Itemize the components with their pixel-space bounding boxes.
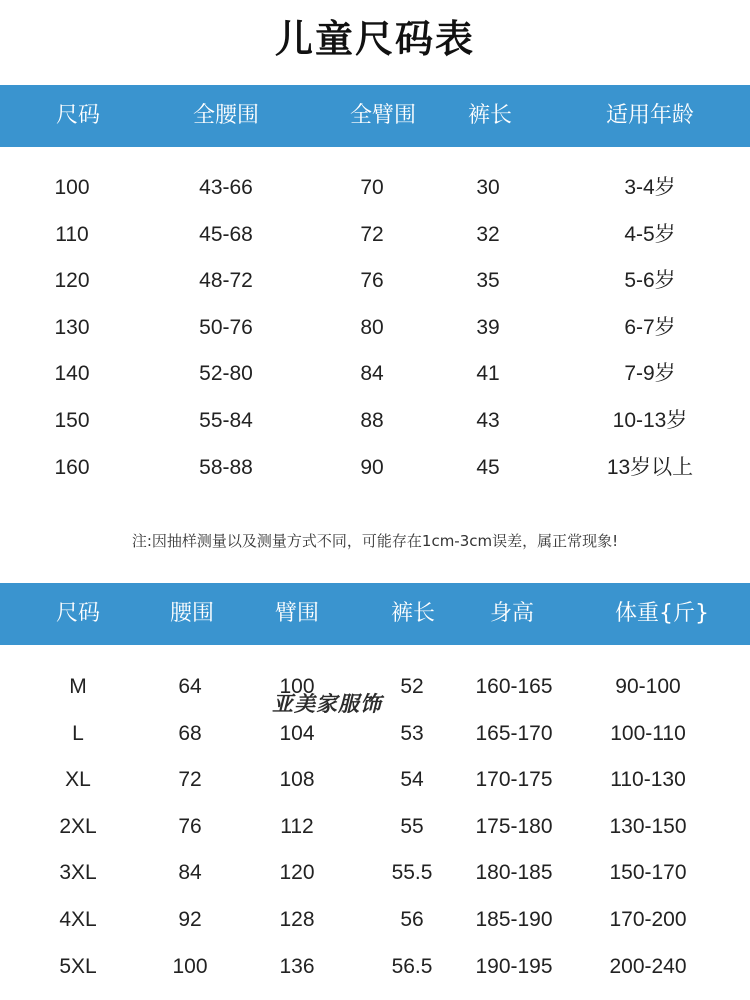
table2-cell-arm: 120: [279, 861, 315, 885]
table-row: [0, 850, 750, 897]
table-row: [0, 398, 750, 445]
table1-cell-size: 140: [54, 362, 90, 386]
table2-cell-waist: 68: [178, 721, 202, 745]
table1-cell-length: 45: [476, 455, 500, 479]
table1-cell-age: 6-7岁: [624, 315, 676, 339]
table1-body: [0, 165, 750, 491]
page-title: 儿童尺码表: [274, 17, 475, 61]
table2-cell-size: M: [69, 675, 87, 698]
table1-cell-size: 150: [54, 408, 90, 432]
table1-cell-age: 4-5岁: [624, 222, 676, 246]
table2-cell-size: 2XL: [59, 814, 97, 838]
table1-cell-age: 7-9岁: [624, 362, 676, 386]
table1-header-waist: 全腰围: [192, 103, 260, 128]
table1-cell-age: 5-6岁: [624, 269, 676, 293]
table2-cell-height: 175-180: [475, 814, 553, 838]
table2-cell-weight: 90-100: [615, 675, 681, 698]
table2-cell-length: 55: [400, 814, 424, 838]
table1-cell-arm: 90: [360, 455, 384, 479]
table2-header-arm: 臂围: [274, 601, 320, 626]
table1-cell-length: 30: [476, 176, 500, 199]
table2-cell-size: 4XL: [59, 907, 97, 931]
table-row: [0, 804, 750, 851]
table2-cell-height: 170-175: [475, 768, 553, 792]
table2-cell-length: 56.5: [391, 954, 433, 978]
table2-cell-size: XL: [65, 768, 91, 792]
table-row: [0, 351, 750, 398]
table1-cell-size: 110: [55, 222, 89, 246]
table-row: [0, 897, 750, 944]
table2-header: [0, 583, 750, 645]
table2-cell-size: L: [72, 721, 84, 745]
table2-cell-waist: 64: [178, 675, 202, 698]
table2-cell-weight: 170-200: [609, 907, 687, 931]
table-row: [0, 212, 750, 259]
table1-cell-waist: 45-68: [199, 222, 253, 246]
table1-cell-length: 39: [476, 315, 500, 339]
table1-header-size: 尺码: [55, 103, 101, 128]
table-row: [0, 944, 750, 991]
table1-header-arm: 全臂围: [349, 103, 417, 128]
table2-cell-arm: 112: [280, 814, 314, 838]
table2-cell-arm: 136: [279, 954, 315, 978]
table-row: [0, 305, 750, 352]
table2-cell-waist: 92: [178, 907, 202, 931]
table1-cell-arm: 72: [360, 222, 384, 246]
table1-cell-waist: 50-76: [199, 315, 253, 339]
table1-cell-age: 3-4岁: [624, 176, 676, 199]
table1-cell-arm: 80: [360, 315, 384, 339]
table2-header-size: 尺码: [55, 601, 101, 626]
table1-cell-arm: 84: [360, 362, 384, 386]
table2-cell-weight: 200-240: [609, 954, 687, 978]
table1-header-age: 适用年龄: [605, 103, 695, 128]
table1-cell-arm: 70: [360, 176, 384, 199]
table2-cell-height: 180-185: [475, 861, 553, 885]
table2-header-length: 裤长: [390, 601, 436, 626]
table-row: [0, 165, 750, 212]
table-row: [0, 757, 750, 804]
table1-cell-length: 32: [476, 222, 500, 246]
table-row: [0, 258, 750, 305]
table1-cell-length: 35: [476, 269, 500, 293]
table2-cell-arm: 104: [279, 721, 315, 745]
table2-cell-length: 52: [400, 675, 424, 698]
table2-cell-waist: 84: [178, 861, 202, 885]
table2-cell-weight: 100-110: [610, 721, 686, 745]
table2-header-height: 身高: [489, 601, 535, 626]
table1-cell-waist: 43-66: [199, 176, 253, 199]
table2-cell-waist: 100: [172, 954, 208, 978]
table1-cell-waist: 52-80: [199, 362, 253, 386]
table2-cell-arm: 108: [279, 768, 315, 792]
table1-cell-arm: 76: [360, 269, 384, 293]
table-row: [0, 445, 750, 492]
table2-cell-weight: 110-130: [610, 768, 686, 792]
table1-cell-age: 10-13岁: [612, 408, 688, 432]
table1-cell-length: 41: [476, 362, 500, 386]
table2-cell-length: 56: [400, 907, 424, 931]
table1-cell-waist: 55-84: [199, 408, 253, 432]
table2-cell-length: 54: [400, 768, 424, 792]
table2-cell-weight: 150-170: [609, 861, 687, 885]
table1-cell-size: 100: [54, 176, 90, 199]
table1-cell-waist: 48-72: [199, 269, 253, 293]
table2-cell-length: 53: [400, 721, 424, 745]
table1-cell-age: 13岁以上: [606, 455, 694, 479]
table2-cell-weight: 130-150: [609, 814, 687, 838]
table1-header: [0, 85, 750, 147]
table1-cell-arm: 88: [360, 408, 384, 432]
table2-cell-waist: 76: [178, 814, 202, 838]
table1-cell-size: 160: [54, 455, 90, 479]
table2-cell-height: 190-195: [475, 954, 553, 978]
table1-cell-size: 120: [54, 269, 90, 293]
table1-cell-waist: 58-88: [199, 455, 253, 479]
table2-cell-size: 5XL: [59, 954, 97, 978]
table1-header-length: 裤长: [467, 103, 513, 128]
table2-header-waist: 腰围: [169, 601, 215, 626]
table2-cell-height: 160-165: [475, 675, 553, 698]
table2-cell-height: 185-190: [475, 907, 553, 931]
table2-cell-height: 165-170: [475, 721, 553, 745]
note-text: 注:因抽样测量以及测量方式不同，可能存在1cm-3cm误差，属正常现象!: [131, 532, 619, 550]
table2-cell-length: 55.5: [391, 861, 433, 885]
table2-cell-arm: 100: [279, 675, 315, 698]
table2-cell-waist: 72: [178, 768, 202, 792]
table2-header-weight: 体重{斤}: [615, 601, 709, 626]
table1-cell-size: 130: [54, 315, 90, 339]
table2-cell-size: 3XL: [59, 861, 97, 885]
table2-cell-arm: 128: [279, 907, 315, 931]
table1-cell-length: 43: [476, 408, 500, 432]
watermark-text: 亚美家服饰: [272, 692, 382, 716]
